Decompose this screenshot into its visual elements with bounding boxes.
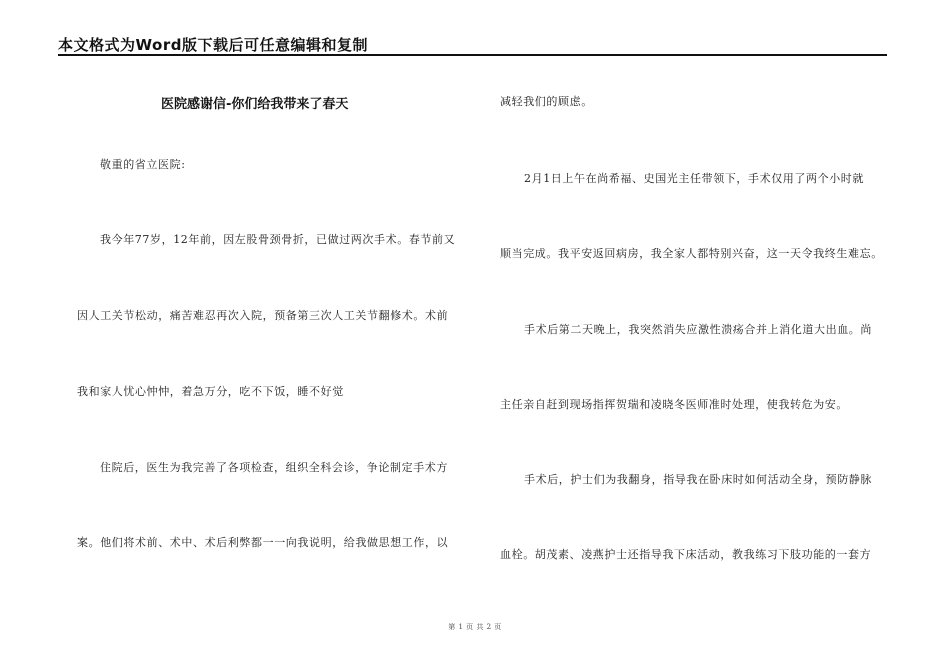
document-title: 医院感谢信-你们给我带来了春天 [161,97,349,112]
header-rule [58,54,887,56]
paragraph-line: 顺当完成。我平安返回病房，我全家人都特别兴奋，这一天令我终生难忘。 [500,247,883,260]
paragraph-line: 手术后，护士们为我翻身，指导我在卧床时如何活动全身，预防静脉 [524,473,872,486]
paragraph-line: 我今年77岁，12年前，因左股骨颈骨折，已做过两次手术。春节前又 [100,233,456,246]
paragraph-line: 因人工关节松动，痛苦难忍再次入院，预备第三次人工关节翻修术。术前 [77,309,449,322]
page-number: 第 1 页 共 2 页 [448,623,502,631]
paragraph-line: 案。他们将术前、术中、术后利弊都一一向我说明，给我做思想工作，以 [77,536,449,549]
paragraph-line: 血栓。胡茂素、凌燕护士还指导我下床活动，教我练习下肢功能的一套方 [500,548,872,561]
paragraph-line: 2月1日上午在尚希福、史国光主任带领下，手术仅用了两个小时就 [524,172,864,185]
salutation: 敬重的省立医院: [100,158,186,171]
paragraph-line: 我和家人忧心忡忡，着急万分，吃不下饭，睡不好觉 [77,385,344,398]
paragraph-line: 减轻我们的顾虑。 [500,95,593,108]
banner-text: 本文格式为Word版下载后可任意编辑和复制 [58,36,368,54]
paragraph-line: 主任亲自赶到现场指挥贺瑞和凌晓冬医师准时处理，使我转危为安。 [500,398,848,411]
paragraph-line: 手术后第二天晚上，我突然消失应激性溃疡合并上消化道大出血。尚 [524,323,872,336]
paragraph-line: 住院后，医生为我完善了各项检查，组织全科会诊，争论制定手术方 [100,461,448,474]
